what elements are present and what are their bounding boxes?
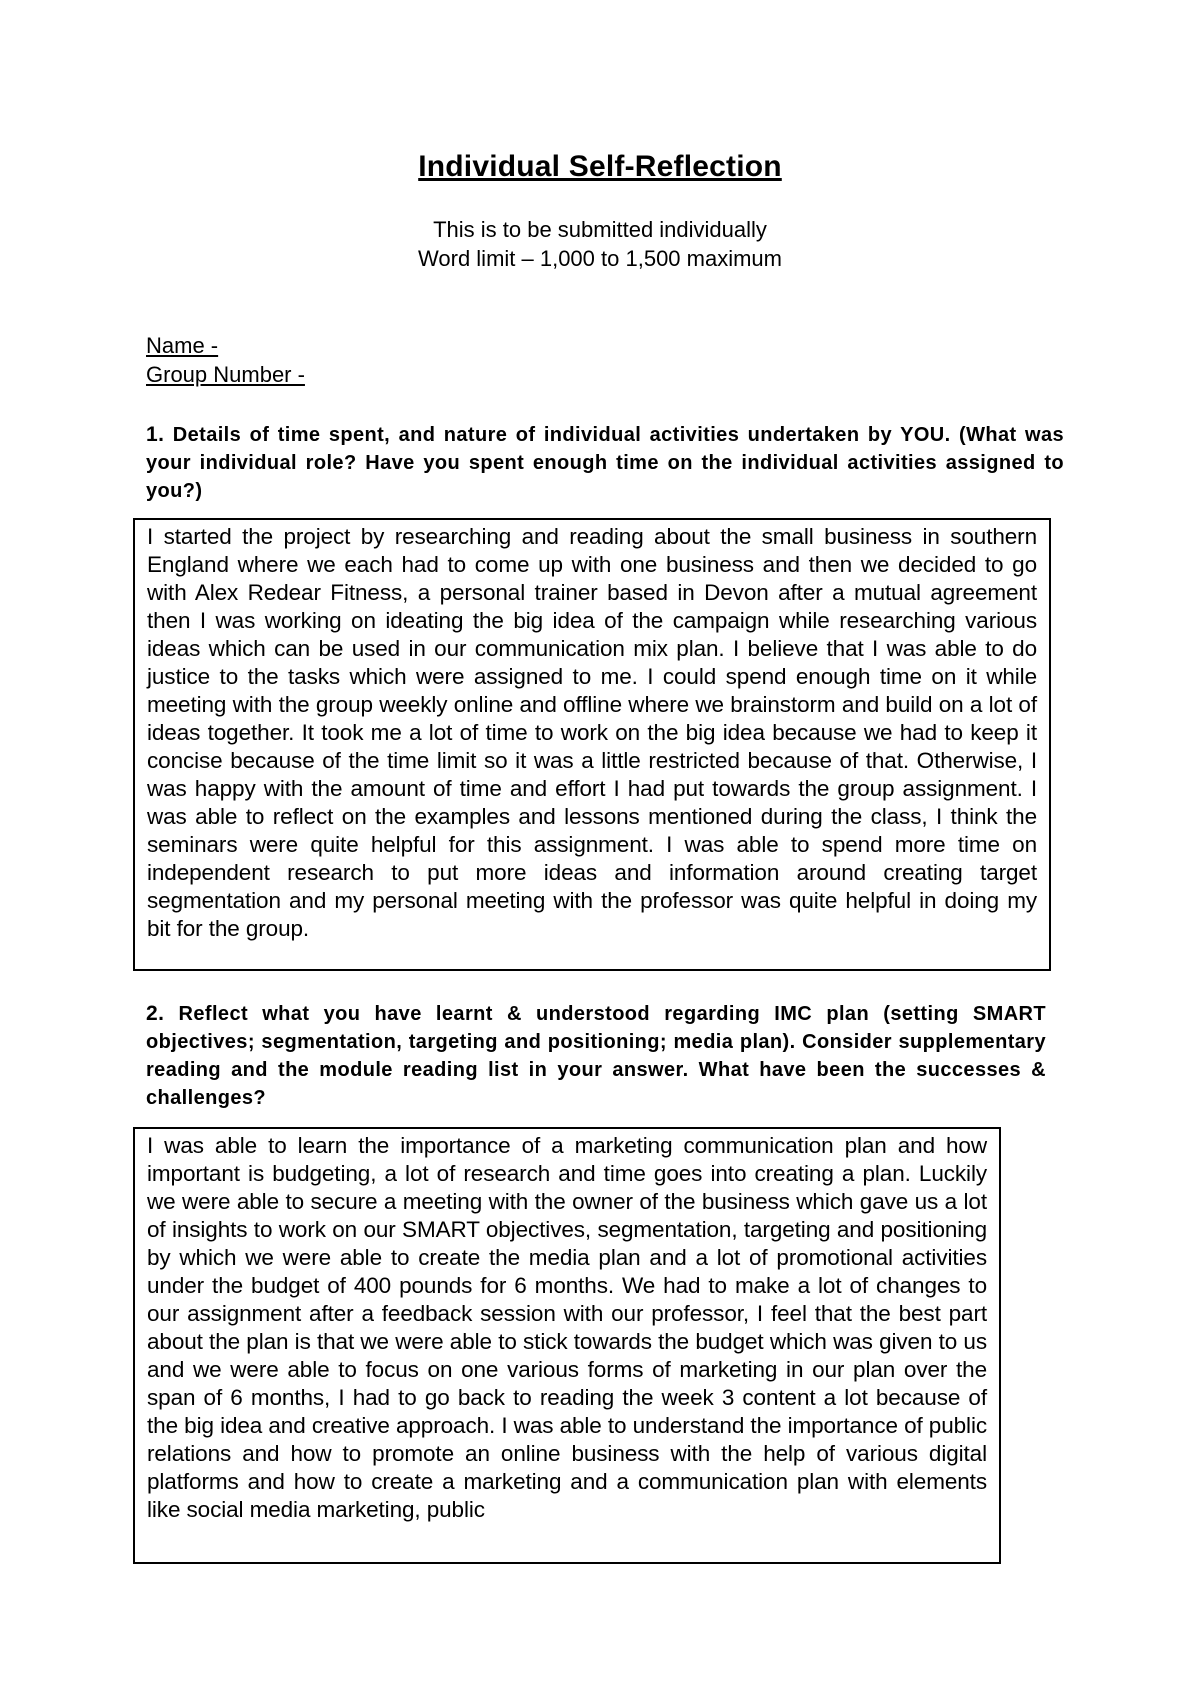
question-2-text: Reflect what you have learnt & understood regarding IMC plan (setting SMART objectives; segmentation, targeting and positioning; media plan). Consider supplementary reading and the module reading list in your answer. What have been the successes & challenges? xyxy=(146,1003,1046,1109)
answer-1-text: I started the project by researching and reading about the small business in southern England where we each had to come up with one business and then we decided to go with Alex Redear Fitness, a personal trainer based in Devon after a mutual agreement then I was working on ideating the big idea of the campaign while researching various ideas which can be used in our communication mix plan. I believe that I was able to do justice to the tasks which were assigned to me. I could spend enough time on it while meeting with the group weekly online and offline where we brainstorm and build on a lot of ideas together. It took me a lot of time to work on the big idea because we had to keep it concise because of the time limit so it was a little restricted because of that. Otherwise, I was happy with the amount of time and effort I had put towards the group assignment. I was able to reflect on the examples and lessons mentioned during the class, I think the seminars were quite helpful for this assignment. I was able to spend more time on independent research to put more ideas and information around creating target segmentation and my personal meeting with the professor was quite helpful in doing my bit for the group. xyxy=(147,524,1037,941)
question-1 xyxy=(146,421,1064,505)
group-number-label: Group Number - xyxy=(146,362,305,387)
question-1-text: Details of time spent, and nature of individual activities undertaken by YOU. (What was your individual role? Have you spent enough time on the individual activities assigned to you?) xyxy=(146,424,1064,502)
word-limit-note: Word limit – 1,000 to 1,500 maximum xyxy=(418,246,782,271)
answer-2-text: I was able to learn the importance of a marketing communication plan and how important is budgeting, a lot of research and time goes into creating a plan. Luckily we were able to secure a meeting with the owner of the business which gave us a lot of insights to work on our SMART objectives, segmentation, targeting and positioning by which we were able to create the media plan and a lot of promotional activities under the budget of 400 pounds for 6 months. We had to make a lot of changes to our assignment after a feedback session with our professor, I feel that the best part about the plan is that we were able to stick towards the budget which was given to us and we were able to focus on one various forms of marketing in our plan over the span of 6 months, I had to go back to reading the week 3 content a lot because of the big idea and creative approach. I was able to understand the importance of public relations and how to promote an online business with the help of various digital platforms and how to create a marketing and a communication plan with elements like social media marketing, public xyxy=(147,1133,987,1522)
question-2-number: 2. xyxy=(146,1002,165,1025)
answer-2-box xyxy=(133,1127,1001,1564)
name-label: Name - xyxy=(146,333,219,358)
question-2 xyxy=(146,1000,1046,1112)
submission-note: This is to be submitted individually xyxy=(433,217,767,242)
question-1-number: 1. xyxy=(146,423,165,446)
answer-1-box xyxy=(133,518,1051,971)
page-title: Individual Self-Reflection xyxy=(418,150,782,183)
